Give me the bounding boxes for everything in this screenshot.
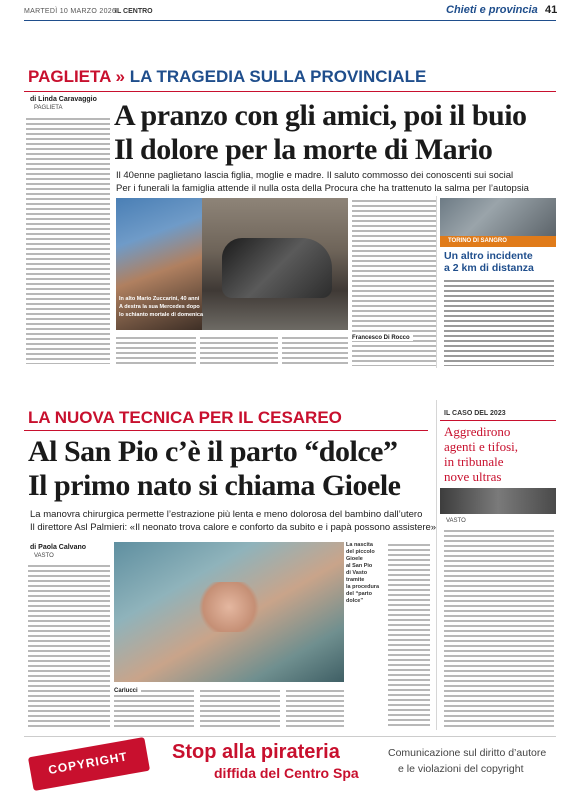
sidebar2-title-1: Aggredirono xyxy=(444,424,511,439)
story1-portrait-photo xyxy=(116,198,202,330)
story2-body-col2 xyxy=(114,688,194,728)
story1-caption-2: A destra la sua Mercedes dopo xyxy=(119,304,200,310)
sidebar2-photo xyxy=(440,488,556,514)
story1-body-col2 xyxy=(116,335,196,365)
sidebar2-section: IL CASO DEL 2023 xyxy=(444,410,506,417)
story1-body-col4 xyxy=(282,335,348,365)
story1-headline-1: A pranzo con gli amici, poi il buio xyxy=(114,99,527,132)
ad-right-1: Comunicazione sul diritto d’autore xyxy=(388,747,547,759)
header-date: MARTEDÌ 10 MARZO 2026 xyxy=(24,8,117,15)
story2-location: VASTO xyxy=(34,553,54,559)
story2-deck-1: La manovra chirurgica permette l’estrazione più lenta e meno dolorosa del bambino dall’utero xyxy=(30,509,423,520)
sidebar2-title-4: nove ultras xyxy=(444,469,502,484)
sidebar2-rule xyxy=(440,420,556,421)
story2-body-name: Carlucci xyxy=(114,688,141,694)
sidebar2-title-3: in tribunale xyxy=(444,454,504,469)
story1-caption-1: In alto Mario Zuccarini, 40 anni xyxy=(119,296,200,302)
story2-birth-photo xyxy=(114,542,344,682)
ad-headline-1: Stop alla pirateria xyxy=(172,741,340,763)
sidebar1-body xyxy=(444,278,554,366)
sidebar1-photo xyxy=(440,198,556,236)
page-header xyxy=(0,0,580,22)
story1-location: PAGLIETA xyxy=(34,105,63,111)
ad-banner xyxy=(24,736,556,788)
header-rule xyxy=(24,20,556,21)
column-divider xyxy=(436,196,437,368)
sidebar1-tag: TORINO DI SANGRO xyxy=(440,236,556,247)
arrow-right-icon: » xyxy=(115,67,125,86)
story2-deck-2: Il direttore Asl Palmieri: «Il neonato trova calore e conforto da subito e i papà possono assistere» xyxy=(30,522,437,533)
header-page-number: 41 xyxy=(545,4,558,16)
story1-deck-2: Per i funerali la famiglia attende il nulla osta della Procura che ha trattenuto la salma per l’autopsia xyxy=(116,183,529,194)
story1-byline: di Linda Caravaggio xyxy=(30,96,97,103)
story1-body-name: Francesco Di Rocco xyxy=(352,335,413,341)
story1-headline-2: Il dolore per la morte di Mario xyxy=(114,133,493,166)
sidebar1-title-1: Un altro incidente xyxy=(444,250,533,262)
story1-kicker xyxy=(28,67,426,87)
header-section: Chieti e provincia xyxy=(446,4,538,16)
story1-body-col3 xyxy=(200,335,278,365)
story2-body-col5 xyxy=(388,542,430,728)
story2-kicker: LA NUOVA TECNICA PER IL CESAREO xyxy=(28,408,342,427)
column-divider xyxy=(436,400,437,730)
ad-right-2: e le violazioni del copyright xyxy=(398,763,524,775)
copyright-badge-icon: COPYRIGHT xyxy=(28,737,150,791)
sidebar2-title-2: agenti e tifosi, xyxy=(444,439,519,454)
story1-body-col1 xyxy=(26,116,110,364)
story2-body-col1 xyxy=(28,563,110,728)
story2-byline: di Paola Calvano xyxy=(30,544,87,551)
story2-body-col4 xyxy=(286,688,344,728)
kicker-rule xyxy=(24,91,556,92)
kicker-topic: LA TRAGEDIA SULLA PROVINCIALE xyxy=(129,67,427,86)
story2-kicker-rule xyxy=(24,430,428,431)
story2-body-col3 xyxy=(200,688,280,728)
header-paper: IL CENTRO xyxy=(115,8,153,15)
ad-headline-2: diffida del Centro Spa xyxy=(214,765,359,781)
story1-caption-3: lo schianto mortale di domenica xyxy=(119,312,204,318)
sidebar2-body xyxy=(444,528,554,728)
sidebar1-title-2: a 2 km di distanza xyxy=(444,262,534,274)
story1-car-photo xyxy=(202,198,348,330)
story2-caption: La nascita del piccolo Gioele al San Pio di Vasto tramite la procedura del “parto dolce” xyxy=(346,542,380,604)
kicker-place: PAGLIETA xyxy=(28,67,111,86)
story2-headline-1: Al San Pio c’è il parto “dolce” xyxy=(28,435,398,468)
story2-headline-2: Il primo nato si chiama Gioele xyxy=(28,469,401,502)
story1-deck-1: Il 40enne paglietano lascia figlia, moglie e madre. Il saluto commosso dei conoscenti sui social xyxy=(116,170,514,181)
sidebar2-location: VASTO xyxy=(446,518,466,524)
